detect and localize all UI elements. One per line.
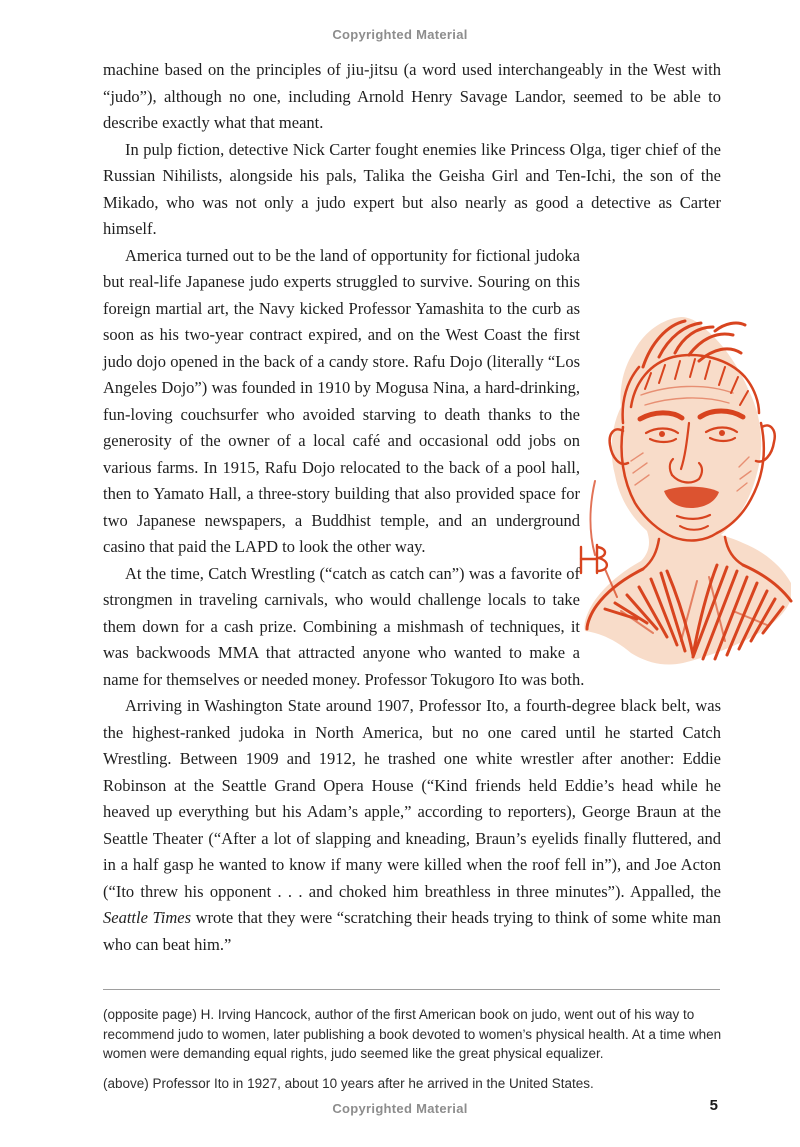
caption-opposite-page: (opposite page) H. Irving Hancock, author of the first American book on judo, went out of his way to recommend judo to women, later publishing a book devoted to women’s physical health. At a time when women were demanding equal rights, judo seemed like the great physical equalizer.	[103, 1007, 722, 1061]
body-paragraph-5	[103, 693, 721, 958]
caption-divider-line	[103, 989, 720, 990]
body-paragraph-4: At the time, Catch Wrestling (“catch as catch can”) was a favorite of strongmen in traveling carnivals, who would challenge locals to take them down for a cash prize. Combining a mishmash of techniques, it was backwoods MMA that attracted anyone who wanted to make a name for themselves or needed money. Professor Tokugoro Ito was both.	[103, 563, 585, 689]
portrait-illustration	[577, 311, 797, 669]
paragraph-5-text-end: wrote that they were “scratching their heads trying to think of some white man who can beat him.”	[103, 908, 721, 954]
copyright-notice-top: Copyrighted Material	[332, 27, 468, 42]
captions-block	[103, 1005, 730, 1103]
caption-above: (above) Professor Ito in 1927, about 10 years after he arrived in the United States.	[103, 1075, 594, 1091]
copyright-notice-bottom: Copyrighted Material	[332, 1101, 468, 1116]
body-paragraph-3: America turned out to be the land of opportunity for fictional judoka but real-life Japanese judo experts struggled to survive. Souring on this foreign martial art, the Navy kicked Professor Yamashita to the curb as soon as his two-year contract expired, and on the West Coast the first judo dojo opened in the back of a candy store. Rafu Dojo (literally “Los Angeles Dojo”) was founded in 1910 by Mogusa Nina, a hard-drinking, fun-loving couchsurfer who avoided starving to death thanks to the generosity of the owner of a local café and occasional odd jobs on various farms. In 1915, Rafu Dojo relocated to the back of a pool hall, then to Yamato Hall, a three-story building that also provided space for two Japanese newspapers, a Buddhist temple, and an underground casino that paid the LAPD to look the other way.	[103, 245, 580, 556]
body-paragraph-2: In pulp fiction, detective Nick Carter fought enemies like Princess Olga, tiger chief of the Russian Nihilists, alongside his pals, Talika the Geisha Girl and Ten-Ichi, the son of the Mikado, who was not only a judo expert but also nearly as good a detective as Carter himself.	[103, 139, 721, 238]
body-paragraph-1: machine based on the principles of jiu-jitsu (a word used interchangeably in the West with “judo”), although no one, including Arnold Henry Savage Landor, seemed to be able to describe exactly what that meant.	[103, 60, 721, 132]
newspaper-title: Seattle Times	[103, 908, 192, 927]
page-number: 5	[709, 1097, 718, 1114]
paragraph-5-text: Arriving in Washington State around 1907, Professor Ito, a fourth-degree black belt, was the highest-ranked judoka in North America, but no one cared until he started Catch Wrestling. Between 1909 and 1912, he trashed one white wrestler after another: Eddie Robinson at the Seattle Grand Opera House (“Kind friends held Eddie’s head while he heaved up everything but his Adam’s apple,” according to reporters), George Braun at the Seattle Theater (“After a lot of slapping and kneading, Braun’s eyelids finally fluttered, and in a half gasp he wanted to know if many were killed when the roof fell in”), and Joe Acton (“Ito threw his opponent . . . and choked him breathless in three minutes”). Appalled, the	[103, 696, 721, 901]
portrait-stray-strokes	[591, 481, 618, 597]
